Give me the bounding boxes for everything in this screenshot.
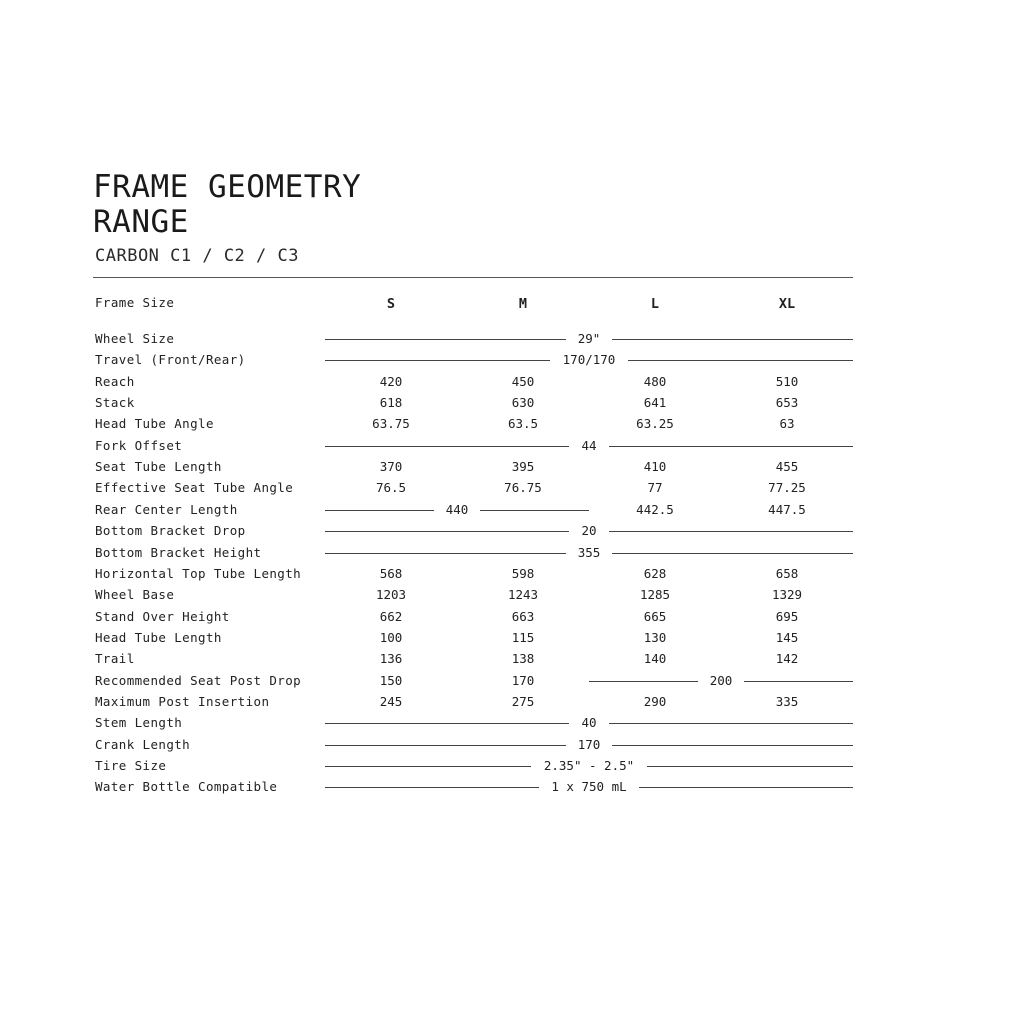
value-cell: 665: [643, 608, 667, 624]
span-rule-right: [647, 766, 853, 767]
value-cell: 63: [779, 416, 795, 432]
span-value: 2.35" - 2.5": [543, 758, 635, 773]
value-cell: 662: [379, 608, 403, 624]
span-value: 1 x 750 mL: [551, 779, 627, 795]
value-cell: 442.5: [636, 501, 674, 517]
value-cell: 450: [511, 373, 535, 389]
span-rule-right: [609, 723, 853, 724]
span-rule-right: [628, 360, 853, 361]
value-cell: 1285: [639, 587, 671, 603]
value-cell: 1203: [375, 587, 407, 603]
row-label: Head Tube Length: [95, 629, 222, 645]
value-cell: 630: [511, 395, 535, 411]
title-line-2: RANGE: [93, 204, 189, 240]
span-value: 20: [581, 523, 597, 539]
span-rule-left: [325, 510, 434, 511]
span-rule-left: [589, 681, 698, 682]
row-label: Bottom Bracket Drop: [95, 523, 246, 539]
row-label: Stack: [95, 395, 135, 411]
span-rule-left: [325, 553, 566, 554]
value-cell: 290: [643, 693, 667, 709]
span-value: 440: [445, 501, 469, 517]
span-rule-right: [480, 510, 589, 511]
row-label: Bottom Bracket Height: [95, 544, 262, 560]
value-cell: 245: [379, 693, 403, 709]
value-cell: 77: [647, 480, 663, 496]
value-cell: 420: [379, 373, 403, 389]
row-label: Seat Tube Length: [95, 459, 222, 475]
span-value: 44: [581, 437, 597, 453]
span-value: 40: [581, 715, 597, 731]
span-rule-left: [325, 339, 566, 340]
row-label: Fork Offset: [95, 437, 183, 453]
size-header-l: L: [650, 296, 660, 312]
row-label: Trail: [95, 651, 135, 667]
row-label: Stand Over Height: [95, 608, 230, 624]
span-rule-right: [639, 787, 853, 788]
row-label: Water Bottle Compatible: [95, 779, 278, 795]
span-value: 170/170: [562, 352, 616, 368]
value-cell: 150: [379, 672, 403, 688]
value-cell: 695: [775, 608, 799, 624]
row-label: Effective Seat Tube Angle: [95, 480, 294, 496]
span-rule-right: [612, 339, 853, 340]
value-cell: 115: [511, 629, 535, 645]
value-cell: 653: [775, 395, 799, 411]
value-cell: 142: [775, 651, 799, 667]
span-rule-left: [325, 787, 539, 788]
span-value: 200: [709, 672, 733, 688]
row-label: Reach: [95, 373, 135, 389]
value-cell: 1243: [507, 587, 539, 603]
span-rule-left: [325, 446, 569, 447]
span-value: 170: [577, 736, 601, 752]
span-rule-left: [325, 766, 531, 767]
span-value: 355: [577, 544, 601, 560]
value-cell: 145: [775, 629, 799, 645]
size-header-m: M: [518, 296, 528, 312]
value-cell: 568: [379, 565, 403, 581]
row-label: Stem Length: [95, 715, 183, 731]
row-label: Tire Size: [95, 758, 167, 773]
value-cell: 76.5: [375, 480, 407, 496]
row-label: Rear Center Length: [95, 501, 238, 517]
span-rule-right: [612, 745, 853, 746]
span-rule-left: [325, 745, 566, 746]
value-cell: 63.75: [372, 416, 410, 432]
value-cell: 480: [643, 373, 667, 389]
row-label: Travel (Front/Rear): [95, 352, 246, 368]
value-cell: 628: [643, 565, 667, 581]
value-cell: 136: [379, 651, 403, 667]
value-cell: 170: [511, 672, 535, 688]
value-cell: 140: [643, 651, 667, 667]
value-cell: 370: [379, 459, 403, 475]
row-label: Head Tube Angle: [95, 416, 214, 432]
value-cell: 455: [775, 459, 799, 475]
value-cell: 63.5: [507, 416, 539, 432]
row-label: Crank Length: [95, 736, 191, 752]
value-cell: 275: [511, 693, 535, 709]
value-cell: 510: [775, 373, 799, 389]
title-line-1: FRAME GEOMETRY: [93, 169, 362, 205]
value-cell: 663: [511, 608, 535, 624]
span-rule-left: [325, 360, 550, 361]
value-cell: 395: [511, 459, 535, 475]
value-cell: 641: [643, 395, 667, 411]
span-rule-right: [612, 553, 853, 554]
value-cell: 447.5: [768, 501, 806, 517]
value-cell: 138: [511, 651, 535, 667]
value-cell: 598: [511, 565, 535, 581]
span-rule-right: [609, 531, 853, 532]
subtitle: CARBON C1 / C2 / C3: [95, 246, 299, 266]
size-header-xl: XL: [778, 296, 796, 312]
value-cell: 658: [775, 565, 799, 581]
value-cell: 76.75: [504, 480, 542, 496]
value-cell: 130: [643, 629, 667, 645]
span-rule-left: [325, 531, 569, 532]
row-label: Recommended Seat Post Drop: [95, 672, 302, 688]
value-cell: 63.25: [636, 416, 674, 432]
header-frame-size-label: Frame Size: [95, 295, 175, 310]
value-cell: 77.25: [768, 480, 806, 496]
row-label: Wheel Base: [95, 587, 175, 603]
value-cell: 410: [643, 459, 667, 475]
row-label: Wheel Size: [95, 331, 175, 346]
value-cell: 618: [379, 395, 403, 411]
span-rule-right: [609, 446, 853, 447]
value-cell: 100: [379, 629, 403, 645]
span-rule-right: [744, 681, 853, 682]
row-label: Maximum Post Insertion: [95, 693, 270, 709]
span-value: 29": [577, 331, 601, 346]
row-label: Horizontal Top Tube Length: [95, 565, 302, 581]
value-cell: 1329: [771, 587, 803, 603]
span-rule-left: [325, 723, 569, 724]
value-cell: 335: [775, 693, 799, 709]
size-header-s: S: [386, 296, 396, 312]
